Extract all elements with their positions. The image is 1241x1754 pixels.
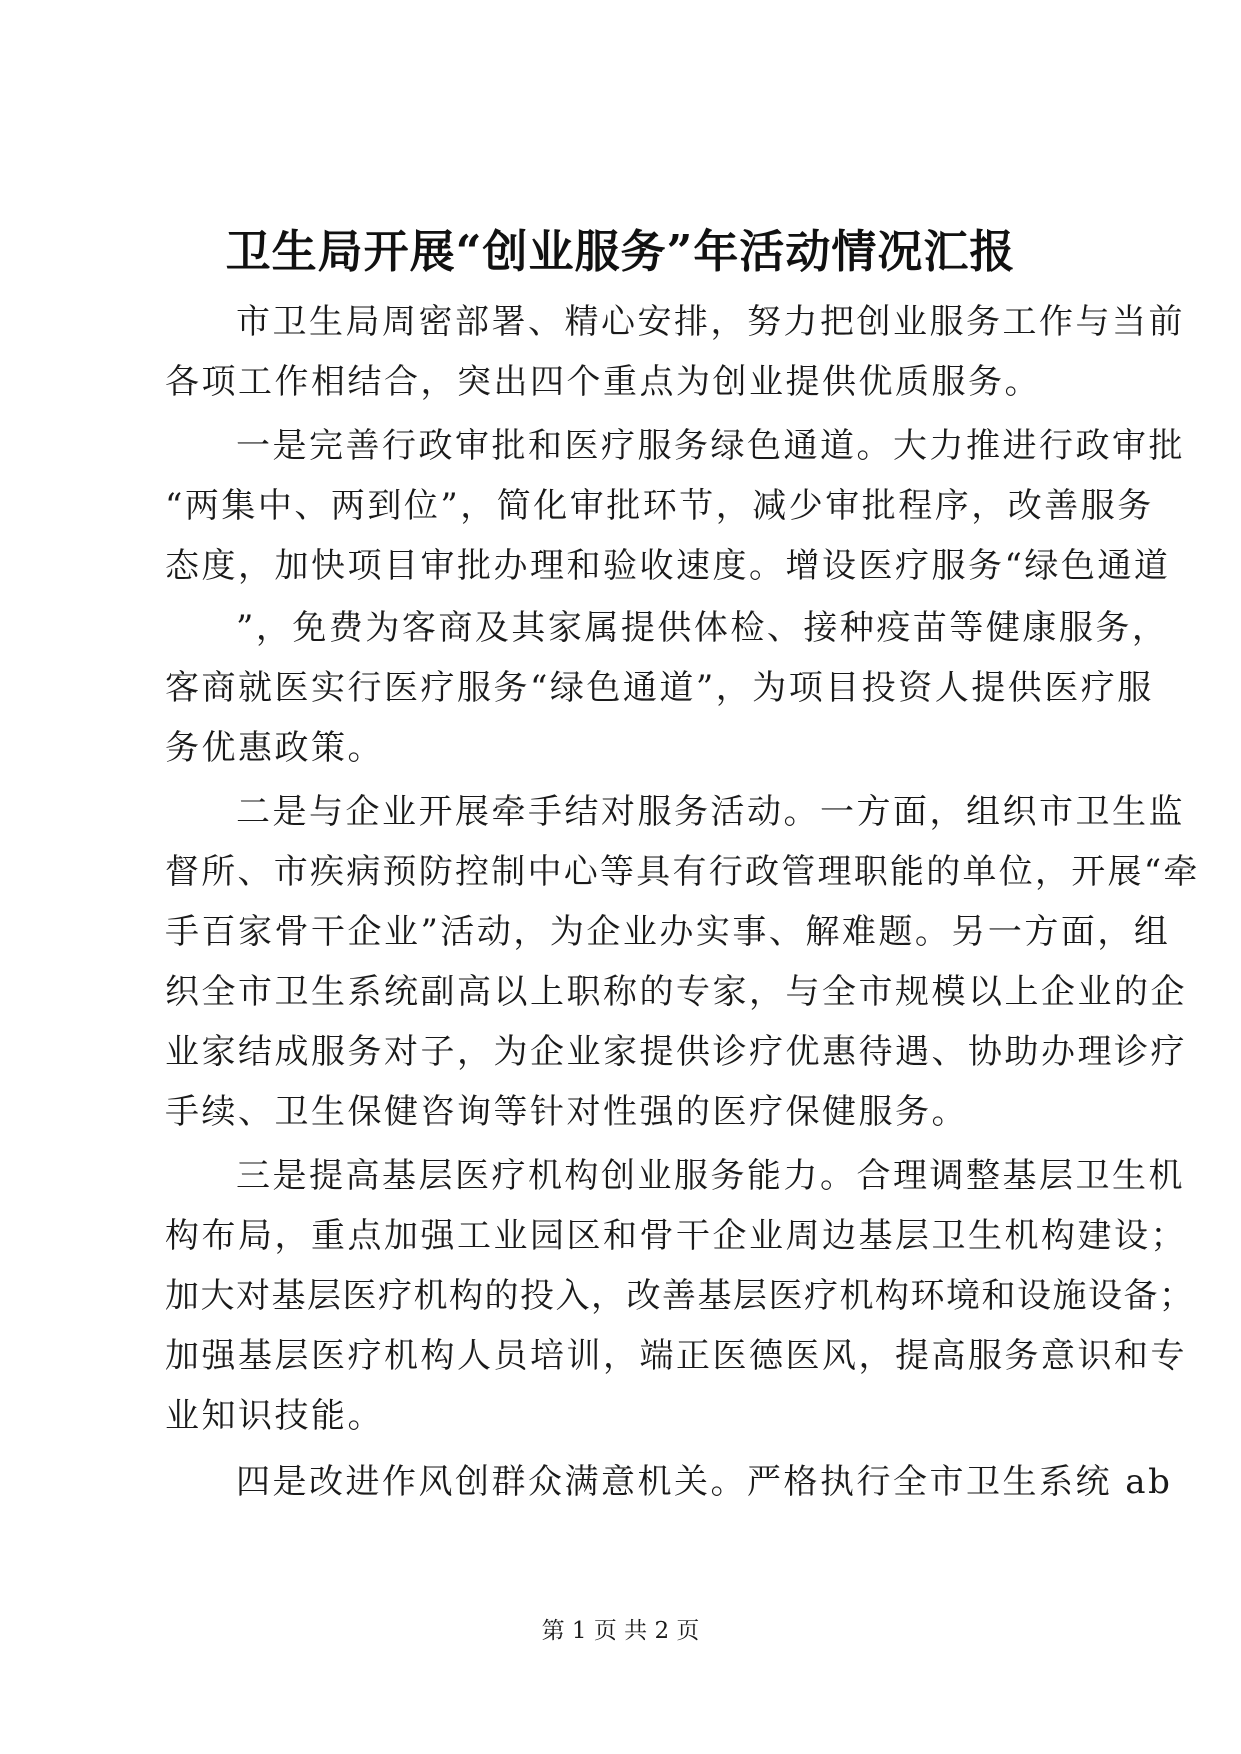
page-number-footer: 第 1 页 共 2 页 <box>541 1618 700 1644</box>
body-line: 市卫生局周密部署、精心安排，努力把创业服务工作与当前 <box>236 302 1185 342</box>
body-line: 各项工作相结合，突出四个重点为创业提供优质服务。 <box>165 362 1041 402</box>
body-line: 织全市卫生系统副高以上职称的专家，与全市规模以上企业的企 <box>165 972 1187 1012</box>
body-line: 加强基层医疗机构人员培训，端正医德医风，提高服务意识和专 <box>165 1336 1187 1376</box>
body-line: 业家结成服务对子，为企业家提供诊疗优惠待遇、协助办理诊疗 <box>165 1032 1187 1072</box>
body-line: 务优惠政策。 <box>165 728 384 768</box>
body-line: 客商就医实行医疗服务“绿色通道”，为项目投资人提供医疗服 <box>165 668 1154 708</box>
body-line: 手百家骨干企业”活动，为企业办实事、解难题。另一方面，组 <box>165 912 1171 952</box>
body-line: 四是改进作风创群众满意机关。严格执行全市卫生系统 ab <box>236 1462 1173 1502</box>
body-line: 三是提高基层医疗机构创业服务能力。合理调整基层卫生机 <box>236 1156 1185 1196</box>
body-line: 手续、卫生保健咨询等针对性强的医疗保健服务。 <box>165 1092 968 1132</box>
body-line: ”，免费为客商及其家属提供体检、接种疫苗等健康服务， <box>236 608 1169 648</box>
body-line: 态度，加快项目审批办理和验收速度。增设医疗服务“绿色通道 <box>165 546 1171 586</box>
body-line: 二是与企业开展牵手结对服务活动。一方面，组织市卫生监 <box>236 792 1185 832</box>
body-line: 加大对基层医疗机构的投入，改善基层医疗机构环境和设施设备； <box>165 1276 1195 1316</box>
body-line: 构布局，重点加强工业园区和骨干企业周边基层卫生机构建设； <box>165 1216 1187 1256</box>
body-line: “两集中、两到位”，简化审批环节，减少审批程序，改善服务 <box>165 486 1154 526</box>
body-line: 一是完善行政审批和医疗服务绿色通道。大力推进行政审批 <box>236 426 1185 466</box>
body-line: 业知识技能。 <box>165 1396 384 1436</box>
document-title: 卫生局开展“创业服务”年活动情况汇报 <box>225 225 1016 278</box>
body-line: 督所、市疾病预防控制中心等具有行政管理职能的单位，开展“牵 <box>165 852 1200 892</box>
